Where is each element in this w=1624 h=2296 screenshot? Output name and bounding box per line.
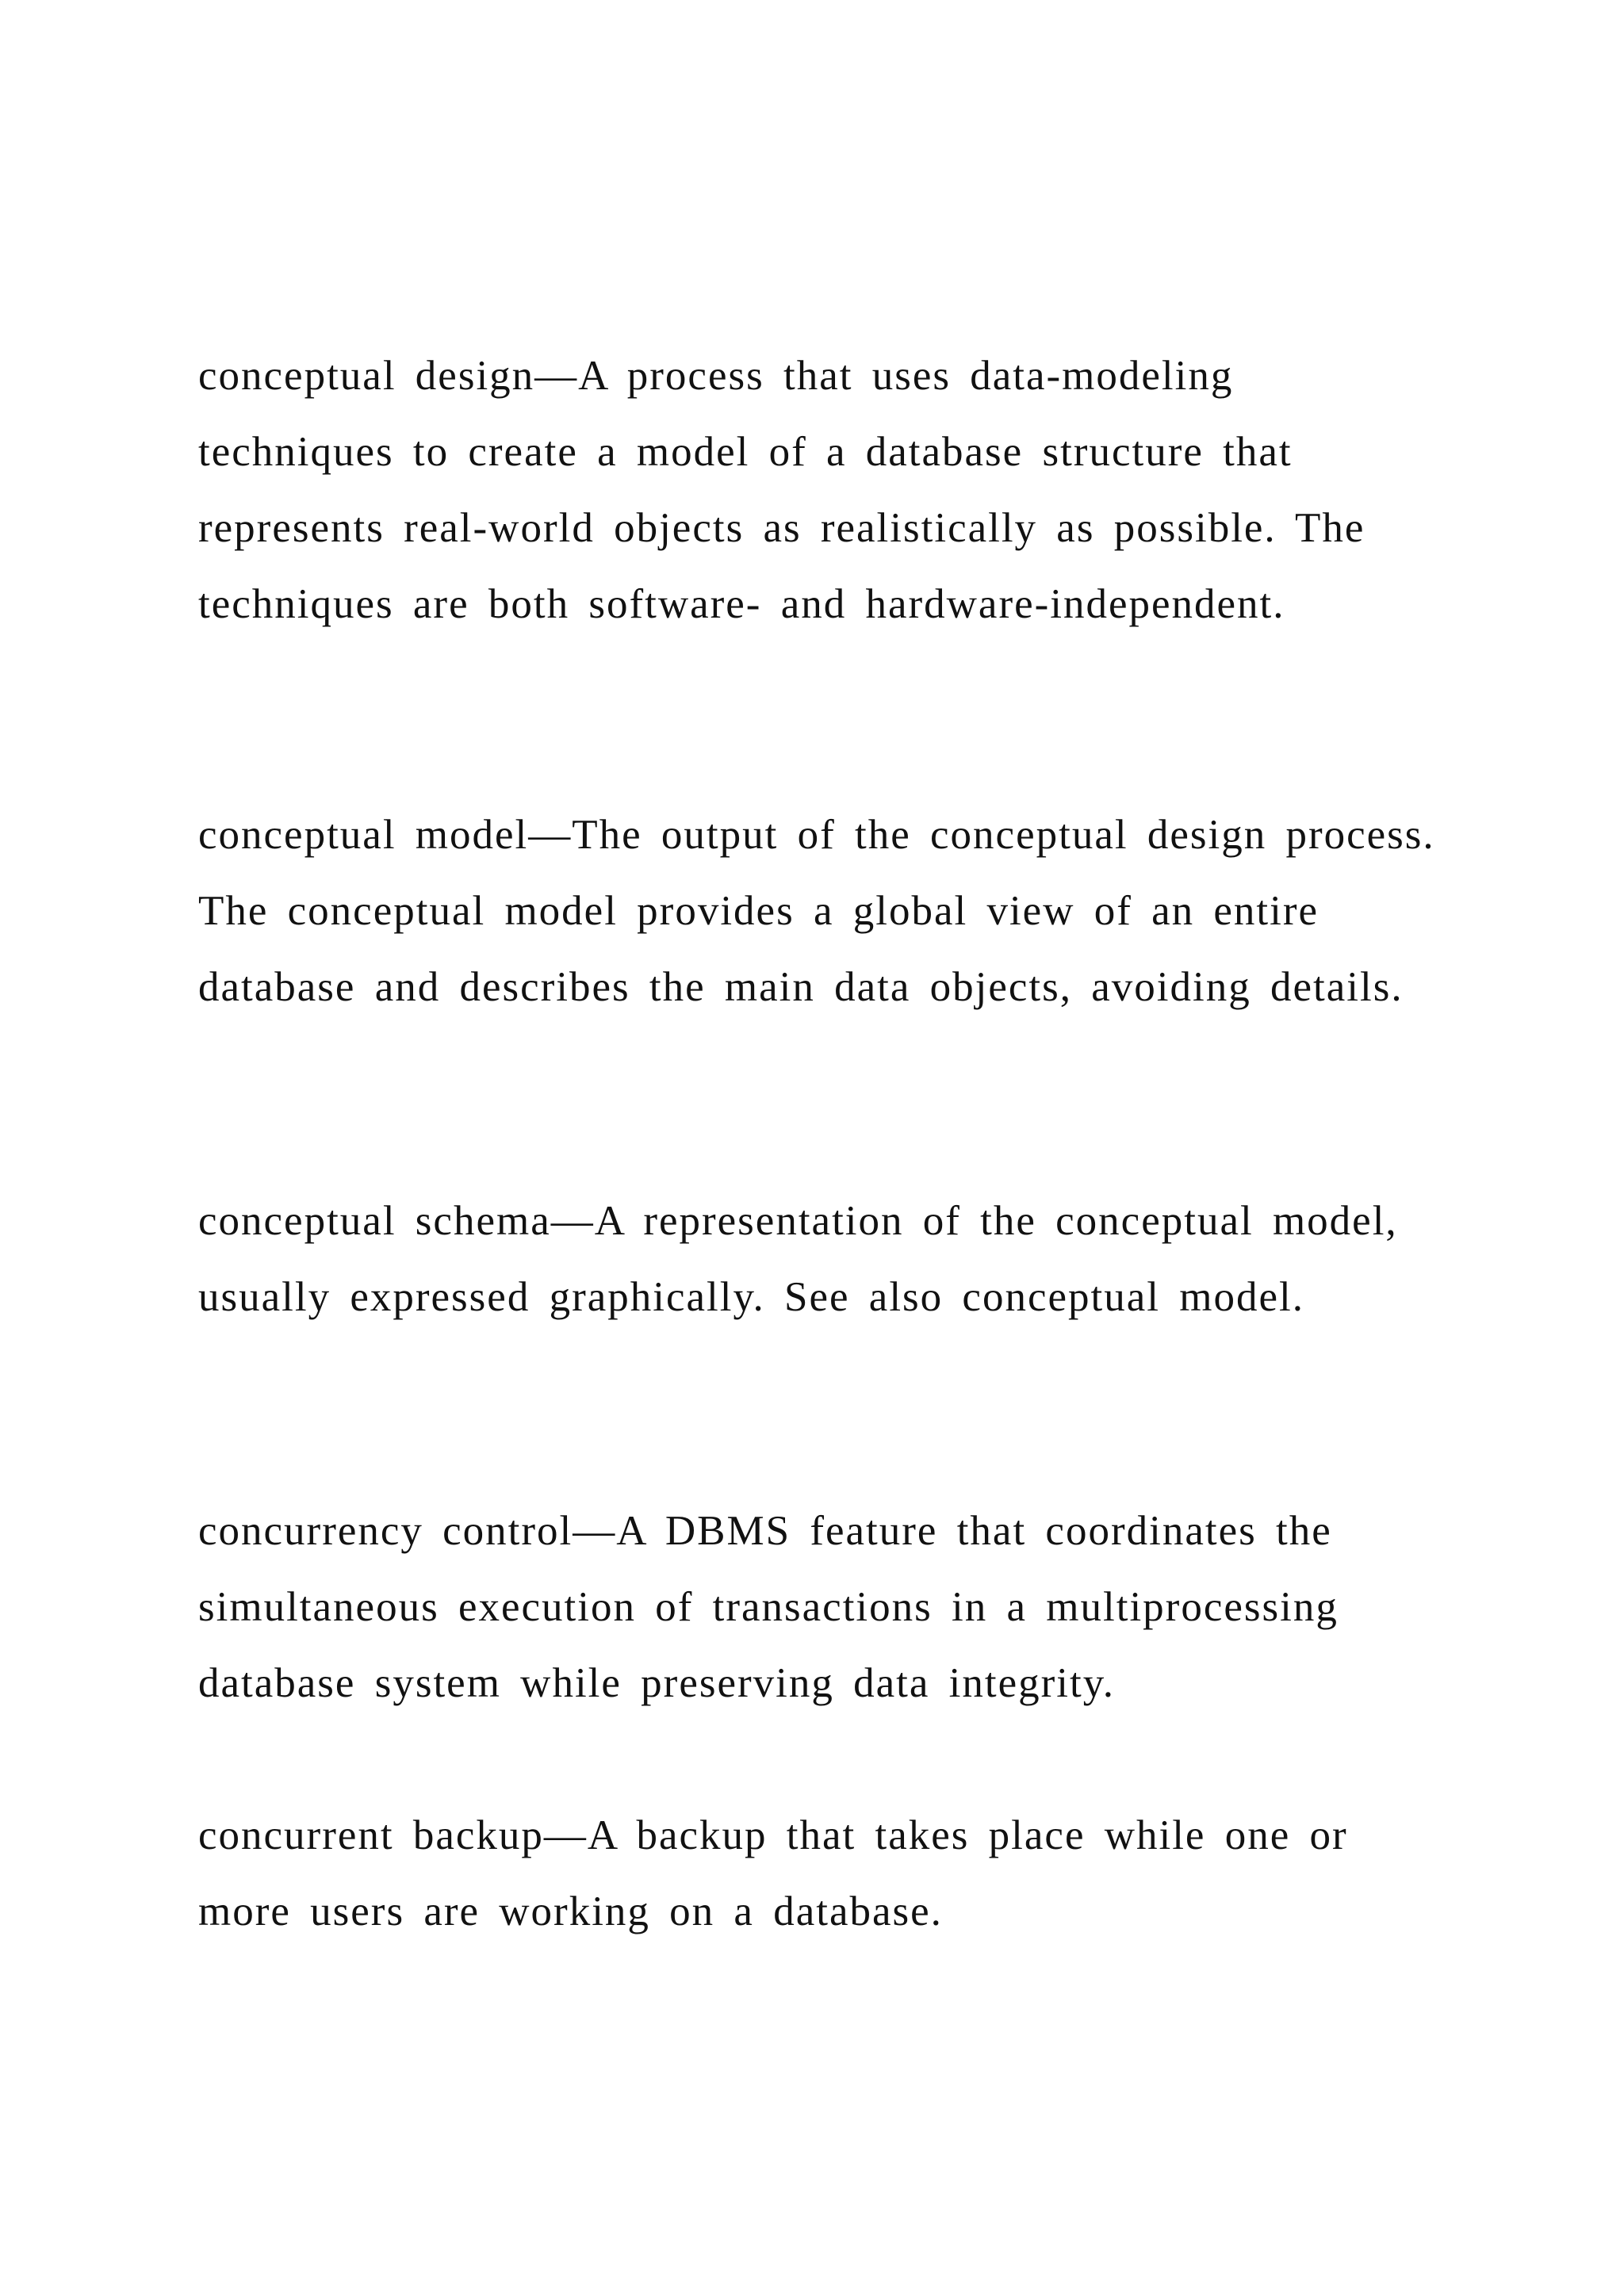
entry-text-line: more users are working on a database. xyxy=(198,1888,943,1934)
entry-text-line: conceptual model—The output of the conceptual design process. xyxy=(198,812,1435,858)
entry-text-line: The conceptual model provides a global view of an entire xyxy=(198,888,1320,934)
entry-text-line: database and describes the main data objects, avoiding details. xyxy=(198,964,1404,1010)
entry-text-line: simultaneous execution of transactions in a multiprocessing xyxy=(198,1584,1339,1630)
entry-text-line: techniques to create a model of a database structure that xyxy=(198,429,1293,475)
entry-text-line: usually expressed graphically. See also conceptual model. xyxy=(198,1274,1304,1320)
entry-text-line: database system while preserving data integrity. xyxy=(198,1660,1116,1706)
entry-text-line: conceptual schema—A representation of the conceptual model, xyxy=(198,1198,1398,1244)
entry-text-line: techniques are both software- and hardware-independent. xyxy=(198,581,1285,627)
entry-text-line: represents real-world objects as realistically as possible. The xyxy=(198,505,1365,551)
entry-text-line: conceptual design—A process that uses data-modeling xyxy=(198,353,1234,399)
entry-text-line: concurrent backup—A backup that takes place while one or xyxy=(198,1812,1348,1858)
entry-text-line: concurrency control—A DBMS feature that coordinates the xyxy=(198,1508,1332,1554)
